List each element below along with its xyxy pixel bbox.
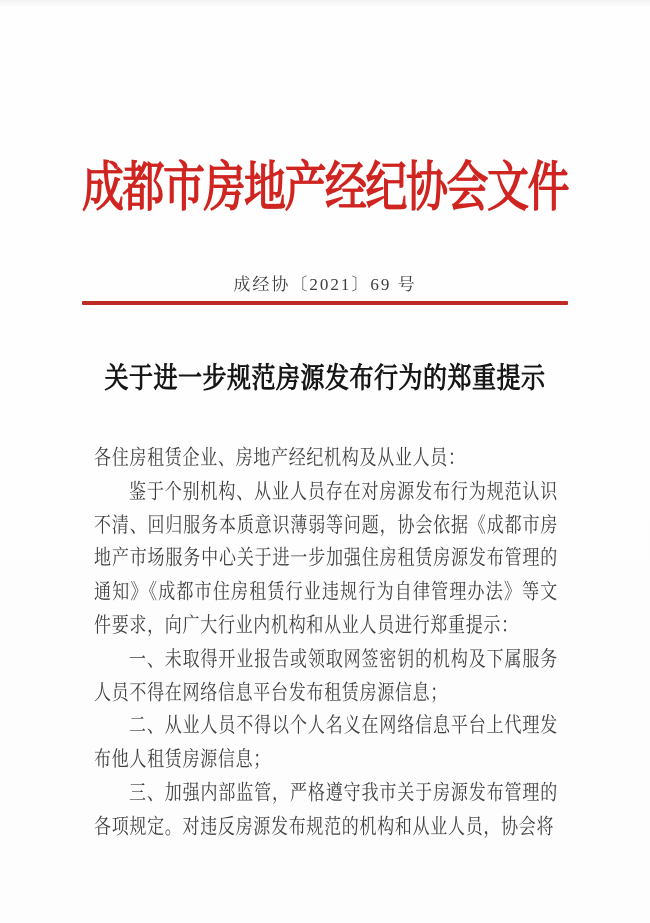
document-title-row — [0, 361, 650, 397]
document-number: 成经协〔2021〕69 号 — [233, 275, 417, 294]
letterhead-org-title: 成都市房地产经纪协会文件 — [81, 159, 568, 219]
body-paragraph-item-1: 一、未取得开业报告或领取网签密钥的机构及下属服务人员不得在网络信息平台发布租赁房源信息； — [94, 646, 558, 704]
salutation-line: 各住房租赁企业、房地产经纪机构及从业人员： — [94, 445, 466, 470]
body-paragraph-preamble: 鉴于个别机构、从业人员存在对房源发布行为规范认识不清、回归服务本质意识薄弱等问题，协会依据《成都市房地产市场服务中心关于进一步加强住房租赁房源发布管理的通知》《成都市住房租赁行业违规行为自律管理办法》等文件要求，向广大行业内机构和从业人员进行郑重提示： — [94, 479, 558, 637]
letterhead — [0, 0, 650, 220]
document-body — [94, 442, 558, 844]
document-title: 关于进一步规范房源发布行为的郑重提示 — [104, 363, 546, 395]
red-divider-line — [82, 301, 568, 305]
body-paragraph-item-3: 三、加强内部监管，严格遵守我市关于房源发布管理的各项规定。对违反房源发布规范的机构和从业人员，协会将 — [94, 780, 558, 838]
body-paragraph-item-2: 二、从业人员不得以个人名义在网络信息平台上代理发布他人租赁房源信息； — [94, 713, 558, 771]
